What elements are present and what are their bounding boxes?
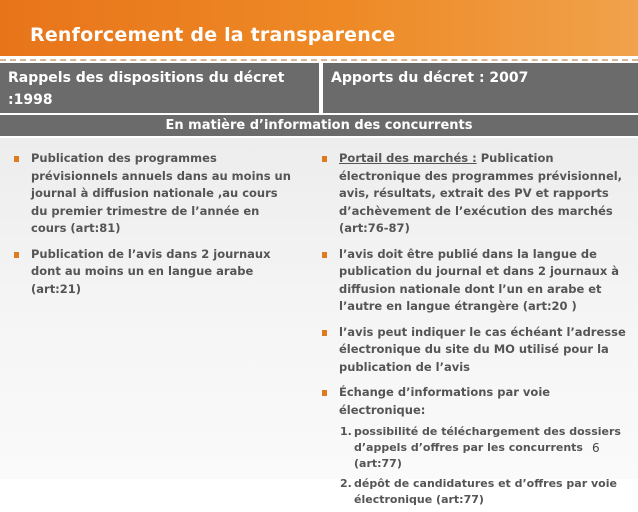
- list-item-text: dépôt de candidatures et d’offres par voie électronique (art:77): [354, 477, 617, 506]
- right-column: [322, 150, 634, 512]
- list-item: [340, 424, 634, 472]
- header-divider: [319, 63, 323, 113]
- left-bullet-1: [14, 150, 294, 238]
- left-bullet-1-text: Publication des programmes prévisionnels annuels dans au moins un journal à diffusion nationale ,au cours du premier trimestre de l’année en cours (art:81): [31, 151, 291, 235]
- title-divider: [0, 59, 638, 61]
- left-column: [14, 150, 294, 306]
- bullet-square-icon: [322, 390, 327, 396]
- title-bar: [0, 0, 638, 56]
- right-bullet-3: [322, 324, 634, 377]
- page-number: 6: [592, 441, 600, 455]
- list-item-number: 1.: [340, 425, 352, 438]
- section-subheader: En matière d’information des concurrents: [0, 115, 638, 136]
- right-bullet-2: [322, 246, 634, 316]
- bullet-square-icon: [322, 330, 327, 336]
- slide-title: Renforcement de la transparence: [30, 24, 396, 46]
- portal-label: Portail des marchés :: [339, 151, 477, 165]
- left-bullet-2: [14, 246, 294, 299]
- bullet-square-icon: [14, 252, 19, 258]
- list-item-text: possibilité de téléchargement des dossiers d’appels d’offres par les concurrents (art:77): [354, 425, 621, 470]
- right-bullet-2-text: l’avis doit être publié dans la langue de publication du journal et dans 2 journaux à diffusion nationale dont l’un en arabe et l’autre en langue étrangère (art:20 ): [339, 246, 620, 313]
- left-column-header: Rappels des dispositions du décret :1998: [8, 70, 285, 108]
- portal-description: Publication électronique des programmes prévisionnel, avis, résultats, extrait des PV et rapports d’achèvement de l’exécution des marchés (art:76-87): [339, 151, 623, 235]
- bullet-square-icon: [322, 156, 327, 162]
- left-bullet-2-text: Publication de l’avis dans 2 journaux dont au moins un en langue arabe (art:21): [31, 246, 271, 296]
- right-bullet-1-text: [339, 150, 634, 238]
- list-item-number: 2.: [340, 477, 352, 490]
- right-column-header: Apports du décret : 2007: [331, 70, 529, 86]
- bullet-square-icon: [322, 252, 327, 258]
- right-bullet-3-text: l’avis peut indiquer le cas échéant l’adresse électronique du site du MO utilisé pour la publication de l’avis: [339, 324, 626, 374]
- electronic-exchange-list: [340, 424, 634, 508]
- right-bullet-4: [322, 384, 634, 419]
- right-bullet-4-text: Échange d’informations par voie électronique:: [339, 385, 551, 417]
- list-item: [340, 476, 634, 508]
- right-bullet-1: [322, 150, 634, 238]
- bullet-square-icon: [14, 156, 19, 162]
